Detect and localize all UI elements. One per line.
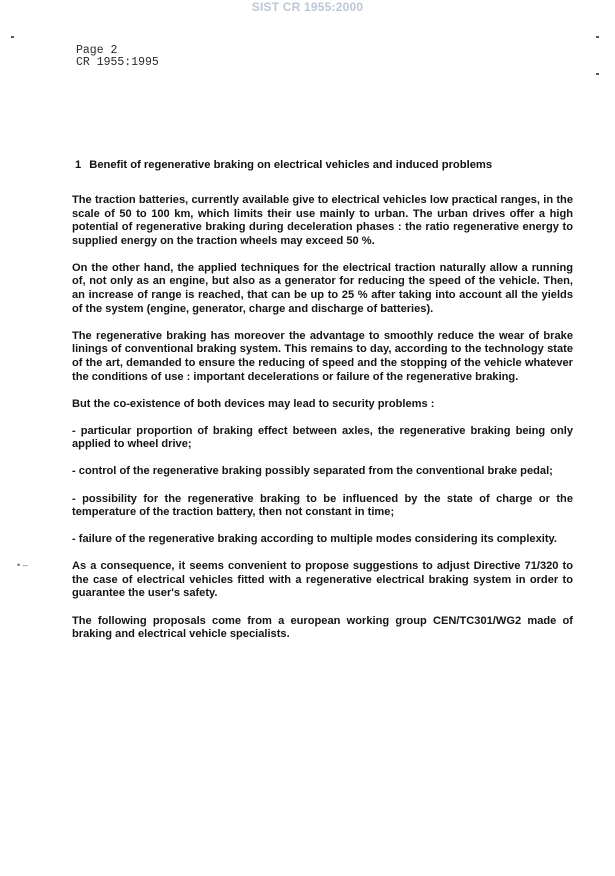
watermark: SIST CR 1955:2000 — [251, 0, 364, 14]
paragraph-working-group: The following proposals come from a european working group CEN/TC301/WG2 made of braking and electrical vehicle specialists. — [72, 614, 573, 641]
paragraph-applied-techniques: On the other hand, the applied techniques for the electrical traction naturally allow a running of, not only as an engine, but also as a generator for reducing the speed of the vehicle. Then, an increase of range is reached, that can be up to 25 % after taking into account all the yields of the system (engine, generator, charge and discharge of batteries). — [72, 261, 573, 315]
paragraph-consequence: As a consequence, it seems convenient to propose suggestions to adjust Directive 71/320 to the case of electrical vehicles fitted with a regenerative electrical braking system in order to guarantee the user's safety. — [72, 560, 573, 600]
paragraph-security-problems: But the co-existence of both devices may lead to security problems : — [72, 397, 435, 410]
body-text — [72, 194, 573, 655]
list-item-failure-modes: - failure of the regenerative braking according to multiple modes considering its complexity. — [72, 533, 557, 546]
list-item-state-of-charge: - possibility for the regenerative braking to be influenced by the state of charge or the temperature of the traction battery, then not constant in time; — [72, 492, 573, 519]
section-heading — [75, 159, 492, 171]
document-reference: CR 1955:1995 — [76, 56, 159, 69]
page-label: Page 2 — [76, 44, 118, 57]
list-item-control-separated: - control of the regenerative braking possibly separated from the conventional brake pedal; — [72, 465, 553, 478]
scan-mark-right — [596, 36, 599, 38]
list-item-braking-proportion: - particular proportion of braking effect between axles, the regenerative braking being only applied to wheel drive; — [72, 424, 573, 451]
paragraph-wear-reduction: The regenerative braking has moreover the advantage to smoothly reduce the wear of brake linings of conventional braking system. This remains to day, according to the technology state of the art, demanded to ensure the reducing of speed and the stopping of the vehicle whatever the conditions of use : important decelerations or failure of the regenerative braking. — [72, 329, 573, 383]
margin-scan-mark: • – — [17, 560, 28, 570]
scan-mark-right-lower — [596, 73, 599, 75]
scan-mark-left — [11, 36, 14, 38]
page-header — [76, 45, 159, 69]
section-number: 1 — [75, 159, 82, 171]
section-title: Benefit of regenerative braking on electrical vehicles and induced problems — [89, 159, 493, 171]
paragraph-traction-batteries: The traction batteries, currently available give to electrical vehicles low practical ranges, in the scale of 50 to 100 km, which limits their use mainly to urban. The urban drives offer a high potential of regenerative braking during deceleration phases : the ratio regenerative energy to supplied energy on the traction wheels may exceed 50 %. — [72, 194, 573, 247]
